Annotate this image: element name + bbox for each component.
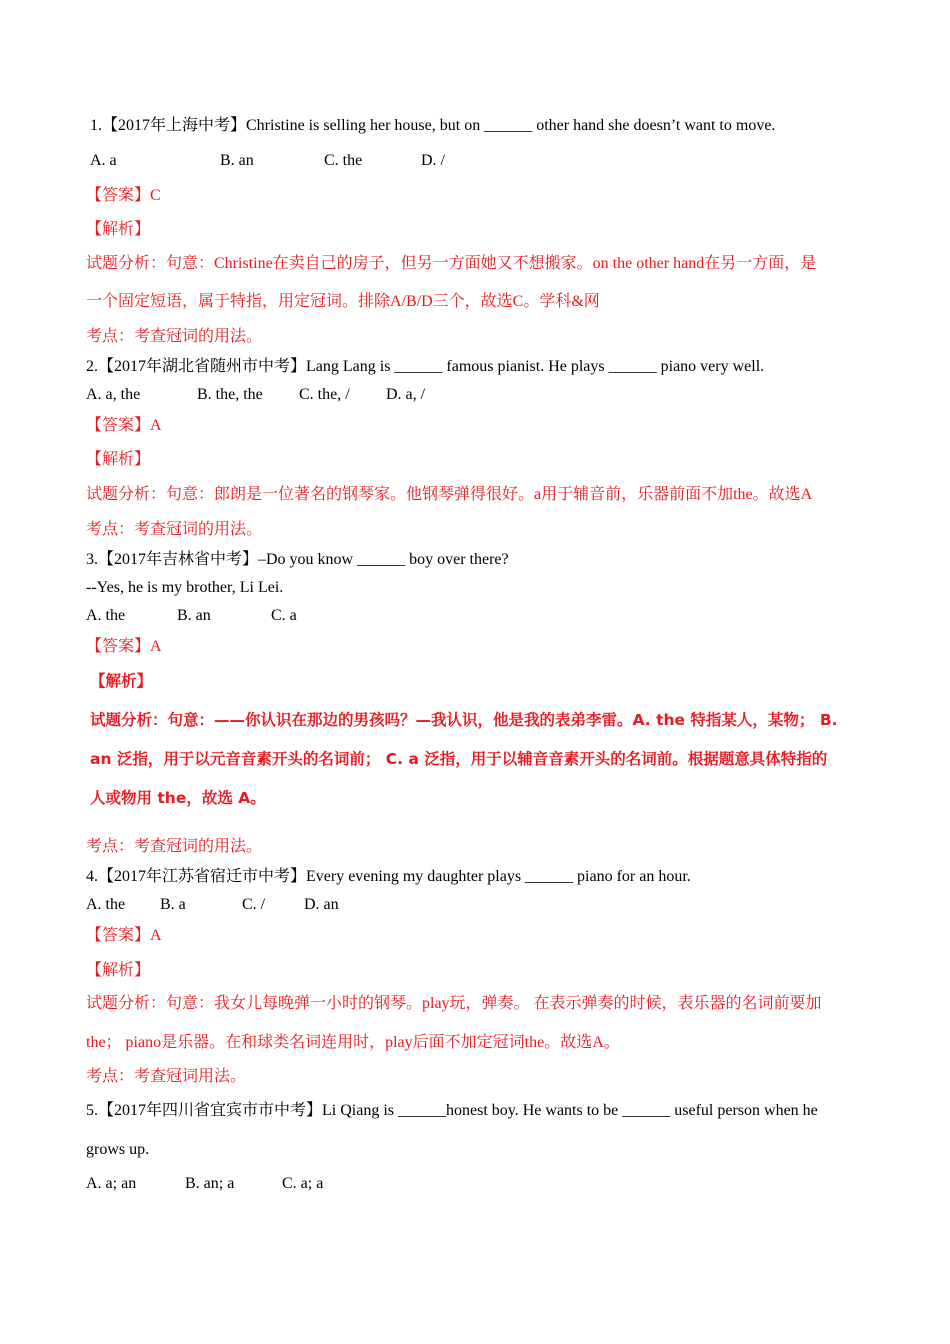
q5-option-a: A. a; an: [86, 1175, 137, 1192]
q1-analysis-label: 【解析】: [86, 221, 151, 238]
q1-analysis-line-2: 一个固定短语，属于特指，用定冠词。排除A/B/D三个，故选C。学科&网: [86, 293, 600, 310]
q4-exam-point: 考点：考查冠词用法。: [86, 1068, 247, 1085]
q5-option-b: B. an; a: [185, 1175, 235, 1192]
q5-options: [86, 1174, 323, 1194]
q4-options: [86, 895, 339, 915]
q5-option-c: C. a; a: [282, 1175, 324, 1192]
q3-options: [86, 606, 297, 626]
q2-option-d: D. a, /: [386, 386, 426, 403]
q1-option-d: D. /: [421, 152, 445, 169]
q4-option-a: A. the: [86, 896, 126, 913]
q4-option-b: B. a: [160, 896, 186, 913]
q3-answer: 【答案】A: [86, 638, 162, 655]
q2-option-a: A. a, the: [86, 386, 141, 403]
q1-option-a: A. a: [90, 152, 117, 169]
q4-answer: 【答案】A: [86, 927, 162, 944]
q2-options: [86, 385, 425, 405]
q2-analysis-line-1: 试题分析：句意：郎朗是一位著名的钢琴家。他钢琴弹得很好。a用于辅音前，乐器前面不加the。故选A: [86, 486, 813, 503]
q3-option-a: A. the: [86, 607, 126, 624]
q1-option-b: B. an: [220, 152, 254, 169]
q2-exam-point: 考点：考查冠词的用法。: [86, 521, 263, 538]
q2-answer: 【答案】A: [86, 417, 162, 434]
q1-exam-point: 考点：考查冠词的用法。: [86, 328, 263, 345]
q3-stem-reply: --Yes, he is my brother, Li Lei.: [86, 579, 284, 596]
q1-options: [90, 151, 445, 171]
q4-stem: 4.【2017年江苏省宿迁市中考】Every evening my daughter plays ______ piano for an hour.: [86, 868, 691, 885]
q3-exam-point: 考点：考查冠词的用法。: [86, 838, 263, 855]
q3-analysis-label: 【解析】: [90, 672, 153, 690]
q3-option-c: C. a: [271, 607, 297, 624]
q3-analysis-line-2: an 泛指，用于以元音音素开头的名词前； C. a 泛指，用于以辅音音素开头的名词前。根据题意具体特指的: [90, 750, 828, 768]
q5-stem: 5.【2017年四川省宜宾市市中考】Li Qiang is ______honest boy. He wants to be ______ useful person when he: [86, 1102, 818, 1119]
q1-analysis-line-1: 试题分析：句意：Christine在卖自己的房子，但另一方面她又不想搬家。on the other hand在另一方面，是: [86, 255, 817, 272]
q2-option-b: B. the, the: [197, 386, 263, 403]
q4-analysis-label: 【解析】: [86, 962, 151, 979]
q5-stem-continued: grows up.: [86, 1141, 150, 1158]
q2-option-c: C. the, /: [299, 386, 350, 403]
q1-answer: 【答案】C: [86, 187, 161, 204]
q2-stem: 2.【2017年湖北省随州市中考】Lang Lang is ______ famous pianist. He plays ______ piano very well.: [86, 358, 765, 375]
q4-option-c: C. /: [242, 896, 266, 913]
q1-stem: 1.【2017年上海中考】Christine is selling her house, but on ______ other hand she doesn’t want to move.: [90, 117, 776, 134]
q4-analysis-line-2: the； piano是乐器。在和球类名词连用时，play后面不加定冠词the。故选A。: [86, 1034, 620, 1051]
q3-analysis-line-1: 试题分析：句意：——你认识在那边的男孩吗？—我认识，他是我的表弟李雷。A. the 特指某人，某物； B.: [90, 711, 838, 729]
q1-option-c: C. the: [324, 152, 363, 169]
q3-stem: 3.【2017年吉林省中考】–Do you know ______ boy over there?: [86, 551, 509, 568]
q3-analysis-line-3: 人或物用 the，故选 A。: [90, 789, 266, 807]
q4-option-d: D. an: [304, 896, 339, 913]
q3-option-b: B. an: [177, 607, 211, 624]
q2-analysis-label: 【解析】: [86, 451, 151, 468]
q4-analysis-line-1: 试题分析：句意：我女儿每晚弹一小时的钢琴。play玩，弹奏。 在表示弹奏的时候，表乐器的名词前要加: [86, 995, 822, 1012]
